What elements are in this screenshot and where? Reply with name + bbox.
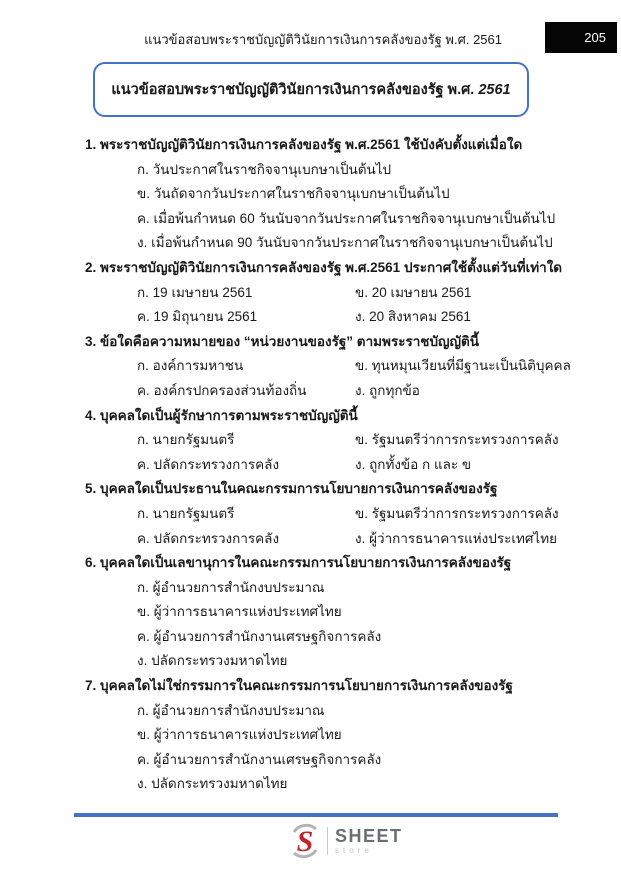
option-b: ข. ทุนหมุนเวียนที่มีฐานะเป็นนิติบุคคล [355,358,571,374]
options-group [137,502,615,551]
question-4 [85,404,615,478]
option-a: ก. นายกรัฐมนตรี [137,505,235,521]
option-d: ง. 20 สิงหาคม 2561 [355,309,471,325]
question-1 [85,133,615,256]
option-d: ง. ผู้ว่าการธนาคารแห่งประเทศไทย [355,530,558,546]
page-number-badge [545,22,617,53]
option-c: ค. ปลัดกระทรวงการคลัง [137,456,280,472]
option-d: ง. ถูกทั้งข้อ ก และ ข [355,456,472,472]
running-header-text: แนวข้อสอบพระราชบัญญัติวินัยการเงินการคลังของรัฐ พ.ศ. 2561 [144,32,502,47]
option-a: ก. องค์การมหาชน [137,358,244,374]
option-c: ค. ผู้อำนวยการสำนักงานเศรษฐกิจการคลัง [137,751,382,767]
question-heading: 6. บุคคลใดเป็นเลขานุการในคณะกรรมการนโยบายการเงินการคลังของรัฐ [85,555,512,571]
question-heading: 7. บุคคลใดไม่ใช่กรรมการในคณะกรรมการนโยบายการเงินการคลังของรัฐ [85,678,513,694]
options-group [137,158,615,256]
option-a: ก. 19 เมษายน 2561 [137,284,253,300]
running-header [0,29,502,50]
document-title-box [93,62,529,117]
option-b: ข. วันถัดจากวันประกาศในราชกิจจานุเบกษาเป็นต้นไป [137,186,450,202]
document-title-year: 2561 [478,82,511,98]
option-a: ก. วันประกาศในราชกิจจานุเบกษาเป็นต้นไป [137,161,392,177]
option-b: ข. รัฐมนตรีว่าการกระทรวงการคลัง [355,432,559,448]
question-heading: 4. บุคคลใดเป็นผู้รักษาการตามพระราชบัญญัตินี้ [85,407,358,423]
option-c: ค. องค์กรปกครองส่วนท้องถิ่น [137,382,307,398]
logo-divider [327,827,328,855]
question-heading: 2. พระราชบัญญัติวินัยการเงินการคลังของรัฐ พ.ศ.2561 ประกาศใช้ตั้งแต่วันที่เท่าใด [85,259,563,275]
option-a: ก. ผู้อำนวยการสำนักงบประมาณ [137,579,325,595]
logo-wordmark [335,827,403,855]
option-d: ง. ปลัดกระทรวงมหาดไทย [137,776,288,792]
options-group [137,428,615,477]
question-6 [85,551,615,674]
page-number: 205 [584,30,606,45]
question-list [85,133,615,797]
question-3 [85,330,615,404]
option-b: ข. 20 เมษายน 2561 [355,284,472,300]
option-c: ค. เมื่อพ้นกำหนด 60 วันนับจากวันประกาศในราชกิจจานุเบกษาเป็นต้นไป [137,210,556,226]
option-d: ง. ปลัดกระทรวงมหาดไทย [137,653,288,669]
logo-s-icon [288,822,322,860]
option-b: ข. ผู้ว่าการธนาคารแห่งประเทศไทย [137,604,342,620]
options-group [137,699,615,797]
option-d: ง. ถูกทุกข้อ [355,382,420,398]
option-c: ค. 19 มิถุนายน 2561 [137,309,258,325]
options-group [137,576,615,674]
option-c: ค. ปลัดกระทรวงการคลัง [137,530,280,546]
document-title-text: แนวข้อสอบพระราชบัญญัติวินัยการเงินการคลังของรัฐ พ.ศ. [111,82,475,98]
question-2 [85,256,615,330]
option-d: ง. เมื่อพ้นกำหนด 90 วันนับจากวันประกาศในราชกิจจานุเบกษาเป็นต้นไป [137,235,553,251]
option-a: ก. นายกรัฐมนตรี [137,432,235,448]
document-title [111,78,510,101]
options-group [137,354,615,403]
question-heading: 5. บุคคลใดเป็นประธานในคณะกรรมการนโยบายการเงินการคลังของรัฐ [85,481,498,497]
logo-name: SHEET [335,826,403,846]
footer-divider [74,813,558,817]
sheet-store-logo [288,822,403,860]
option-c: ค. ผู้อำนวยการสำนักงานเศรษฐกิจการคลัง [137,628,382,644]
question-heading: 1. พระราชบัญญัติวินัยการเงินการคลังของรัฐ พ.ศ.2561 ใช้บังคับตั้งแต่เมื่อใด [85,137,523,152]
option-a: ก. ผู้อำนวยการสำนักงบประมาณ [137,702,325,718]
option-b: ข. ผู้ว่าการธนาคารแห่งประเทศไทย [137,727,342,743]
svg-text:S: S [296,825,314,858]
question-heading: 3. ข้อใดคือความหมายของ “หน่วยงานของรัฐ” ตามพระราชบัญญัตินี้ [85,333,480,349]
question-5 [85,477,615,551]
option-b: ข. รัฐมนตรีว่าการกระทรวงการคลัง [355,505,559,521]
options-group [137,281,615,330]
question-7 [85,674,615,797]
logo-subtitle: store [335,846,373,855]
